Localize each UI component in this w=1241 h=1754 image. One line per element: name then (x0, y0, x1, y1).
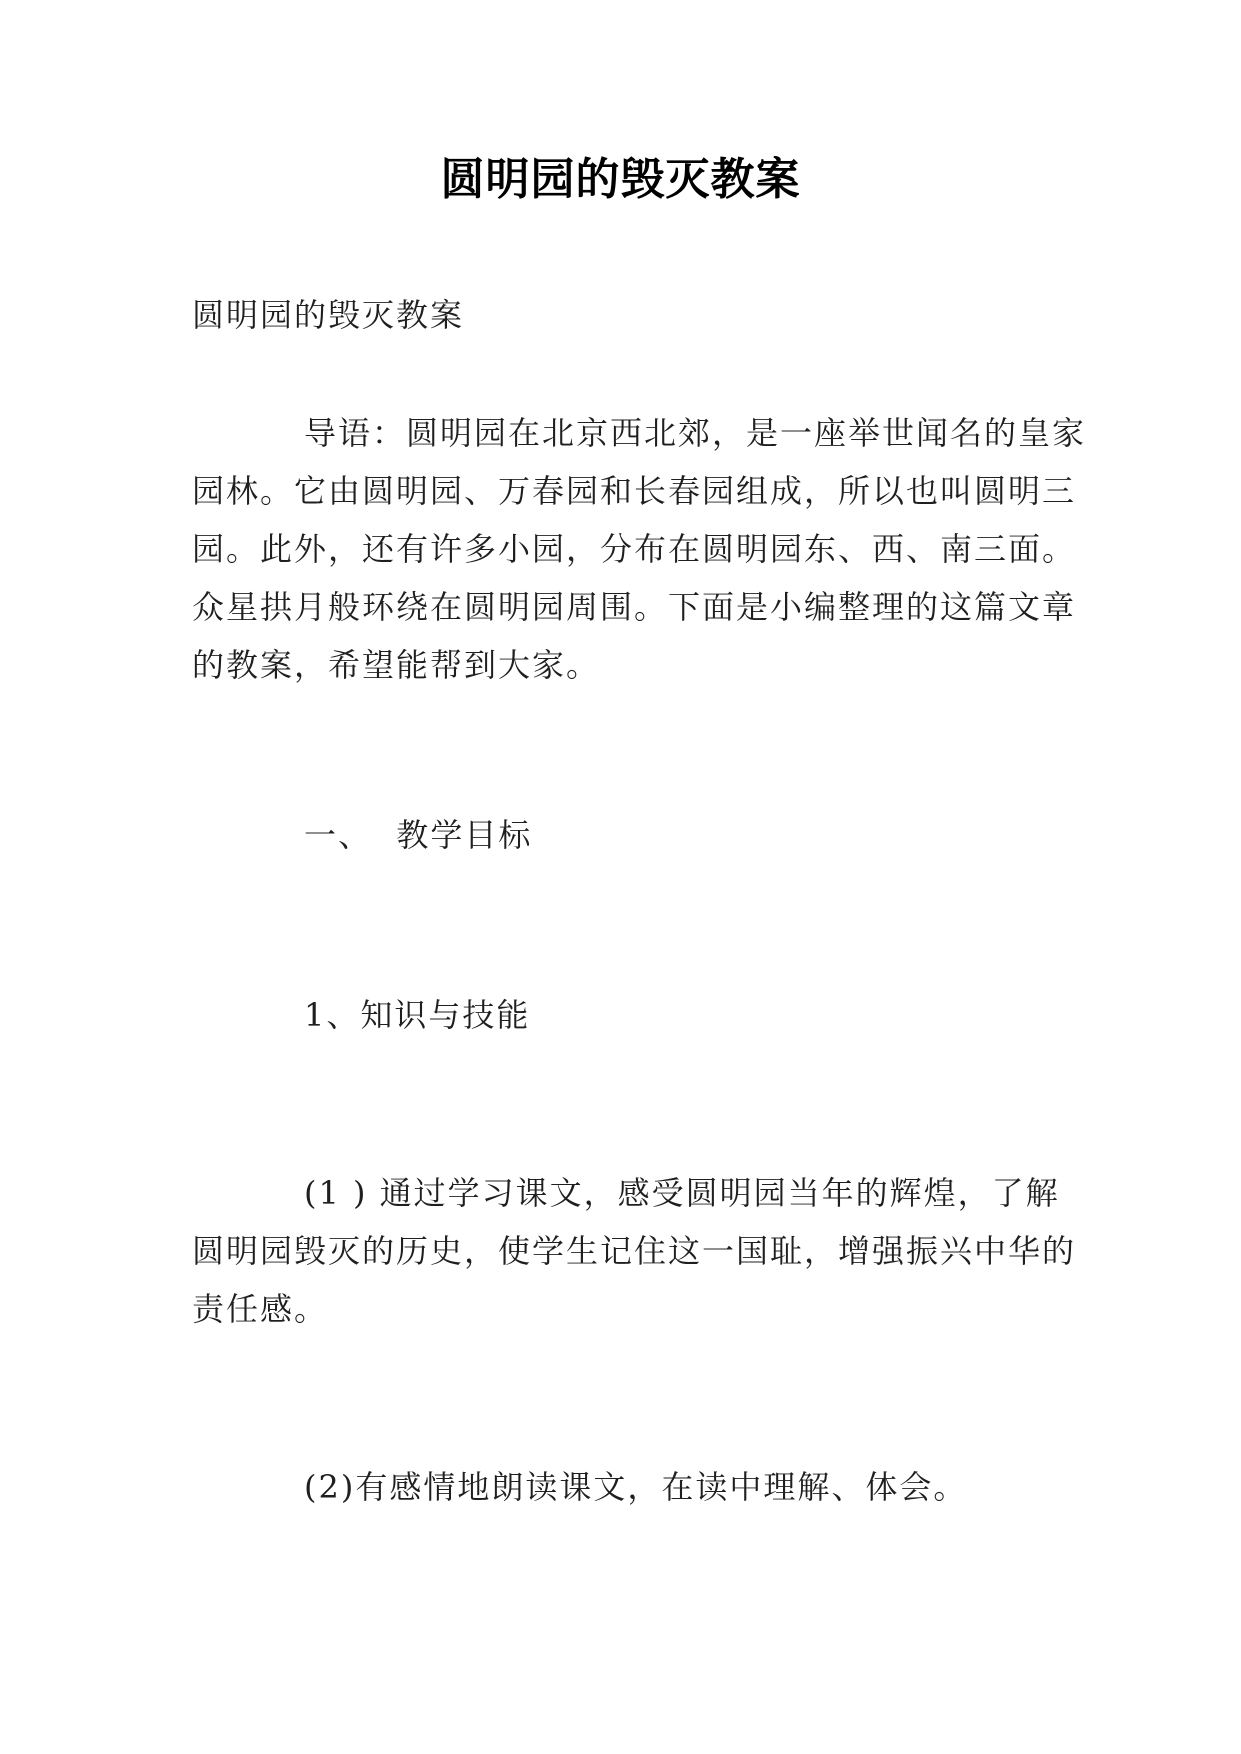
intro-line: 的教案，希望能帮到大家。 (192, 646, 601, 684)
section-heading: 一、 教学目标 (304, 816, 533, 854)
intro-line: 园林。它由圆明园、万春园和长春园组成，所以也叫圆明三 (192, 472, 1077, 510)
intro-paragraph (192, 404, 1087, 694)
objective-1-line: (1 ) 通过学习课文，感受圆明园当年的辉煌，了解 (304, 1174, 1060, 1212)
objective-1-paragraph (192, 1164, 1077, 1338)
intro-line: 园。此外，还有许多小园，分布在圆明园东、西、南三面。 (192, 530, 1077, 568)
subsection-heading: 1、知识与技能 (304, 996, 531, 1034)
intro-line: 导语：圆明园在北京西北郊，是一座举世闻名的皇家 (304, 414, 1087, 452)
document-subtitle: 圆明园的毁灭教案 (192, 296, 465, 334)
objective-1-line: 责任感。 (192, 1290, 329, 1328)
objective-1-line: 圆明园毁灭的历史，使学生记住这一国耻，增强振兴中华的 (192, 1232, 1077, 1270)
intro-line: 众星拱月般环绕在圆明园周围。下面是小编整理的这篇文章 (192, 588, 1077, 626)
objective-2-paragraph: (2)有感情地朗读课文，在读中理解、体会。 (304, 1468, 968, 1506)
document-title: 圆明园的毁灭教案 (440, 154, 801, 205)
